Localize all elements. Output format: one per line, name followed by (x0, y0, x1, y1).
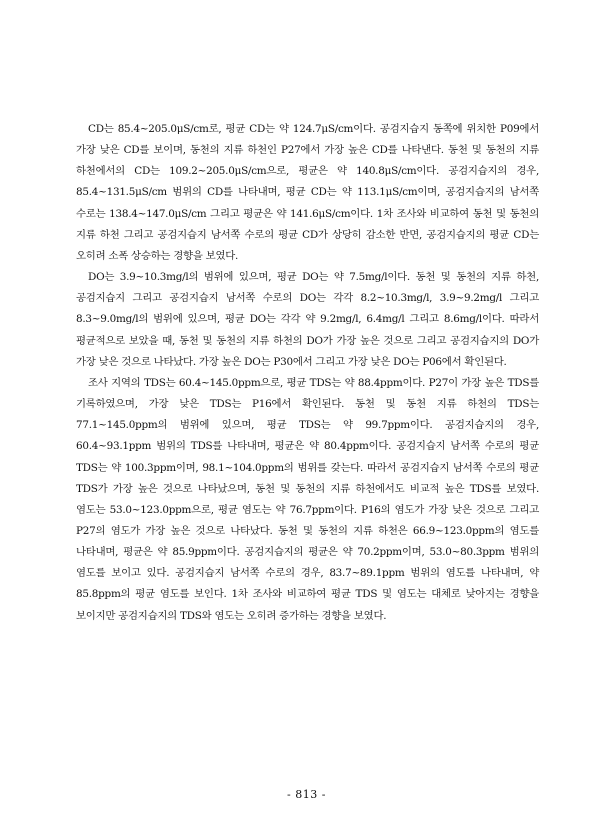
document-body (76, 119, 539, 627)
page-number: - 813 - (287, 788, 326, 801)
paragraph-cd: CD는 85.4~205.0μS/cm로, 평균 CD는 약 124.7μS/cm이다. 공검지습지 동쪽에 위치한 P09에서 가장 낮은 CD를 보이며, 동천의 지류 하천인 P27에서 가장 높은 CD를 나타낸다. 동천 및 동천의 지류 하천에서의 CD는 109.2~205.0μS/cm으로, 평균은 약 140.8μS/cm이다. 공검지습지의 경우, 85.4~131.5μS/cm 범위의 CD를 나타내며, 평균 CD는 약 113.1μS/cm이며, 공검지습지의 남서쪽 수로는 138.4~147.0μS/cm 그리고 평균은 약 141.6μS/cm이다. 1차 조사와 비교하여 동천 및 동천의 지류 하천 그리고 공검지습지 남서쪽 수로의 평균 CD가 상당히 감소한 반면, 공검지습지의 평균 CD는 오히려 소폭 상승하는 경향을 보였다. (76, 123, 539, 262)
paragraph-do: DO는 3.9~10.3mg/l의 범위에 있으며, 평균 DO는 약 7.5mg/l이다. 동천 및 동천의 지류 하천, 공검지습지 그리고 공검지습지 남서쪽 수로의 DO는 각각 8.2~10.3mg/l, 3.9~9.2mg/l 그리고 8.3~9.0mg/l의 범위에 있으며, 평균 DO는 각각 약 9.2mg/l, 6.4mg/l 그리고 8.6mg/l이다. 따라서 평균적으로 보았을 때, 동천 및 동천의 지류 하천의 DO가 가장 높은 것으로 그리고 공검지습지의 DO가 가장 낮은 것으로 나타났다. 가장 높은 DO는 P30에서 그리고 가장 낮은 DO는 P06에서 확인된다. (76, 271, 539, 368)
paragraph-tds-salinity: 조사 지역의 TDS는 60.4~145.0ppm으로, 평균 TDS는 약 88.4ppm이다. P27이 가장 높은 TDS를 기록하였으며, 가장 낮은 TDS는 P16에서 확인된다. 동천 및 동천 지류 하천의 TDS는 77.1~145.0ppm의 범위에 있으며, 평균 TDS는 약 99.7ppm이다. 공검지습지의 경우, 60.4~93.1ppm 범위의 TDS를 나타내며, 평균은 약 80.4ppm이다. 공검지습지 남서쪽 수로의 평균 TDS는 약 100.3ppm이며, 98.1~104.0ppm의 범위를 갖는다. 따라서 공검지습지 남서쪽 수로의 평균 TDS가 가장 높은 것으로 나타났으며, 동천 및 동천의 지류 하천에서도 비교적 높은 TDS를 보였다. 염도는 53.0~123.0ppm으로, 평균 염도는 약 76.7ppm이다. P16의 염도가 가장 낮은 것으로 그리고 P27의 염도가 가장 높은 것으로 나타났다. 동천 및 동천의 지류 하천은 66.9~123.0ppm의 염도를 나타내며, 평균은 약 85.9ppm이다. 공검지습지의 평균은 약 70.2ppm이며, 53.0~80.3ppm 범위의 염도를 보이고 있다. 공검지습지 남서쪽 수로의 경우, 83.7~89.1ppm 범위의 염도를 나타내며, 약 85.8ppm의 평균 염도를 보인다. 1차 조사와 비교하여 평균 TDS 및 염도는 대체로 낮아지는 경향을 보이지만 공검지습지의 TDS와 염도는 오히려 증가하는 경향을 보였다. (76, 376, 539, 622)
